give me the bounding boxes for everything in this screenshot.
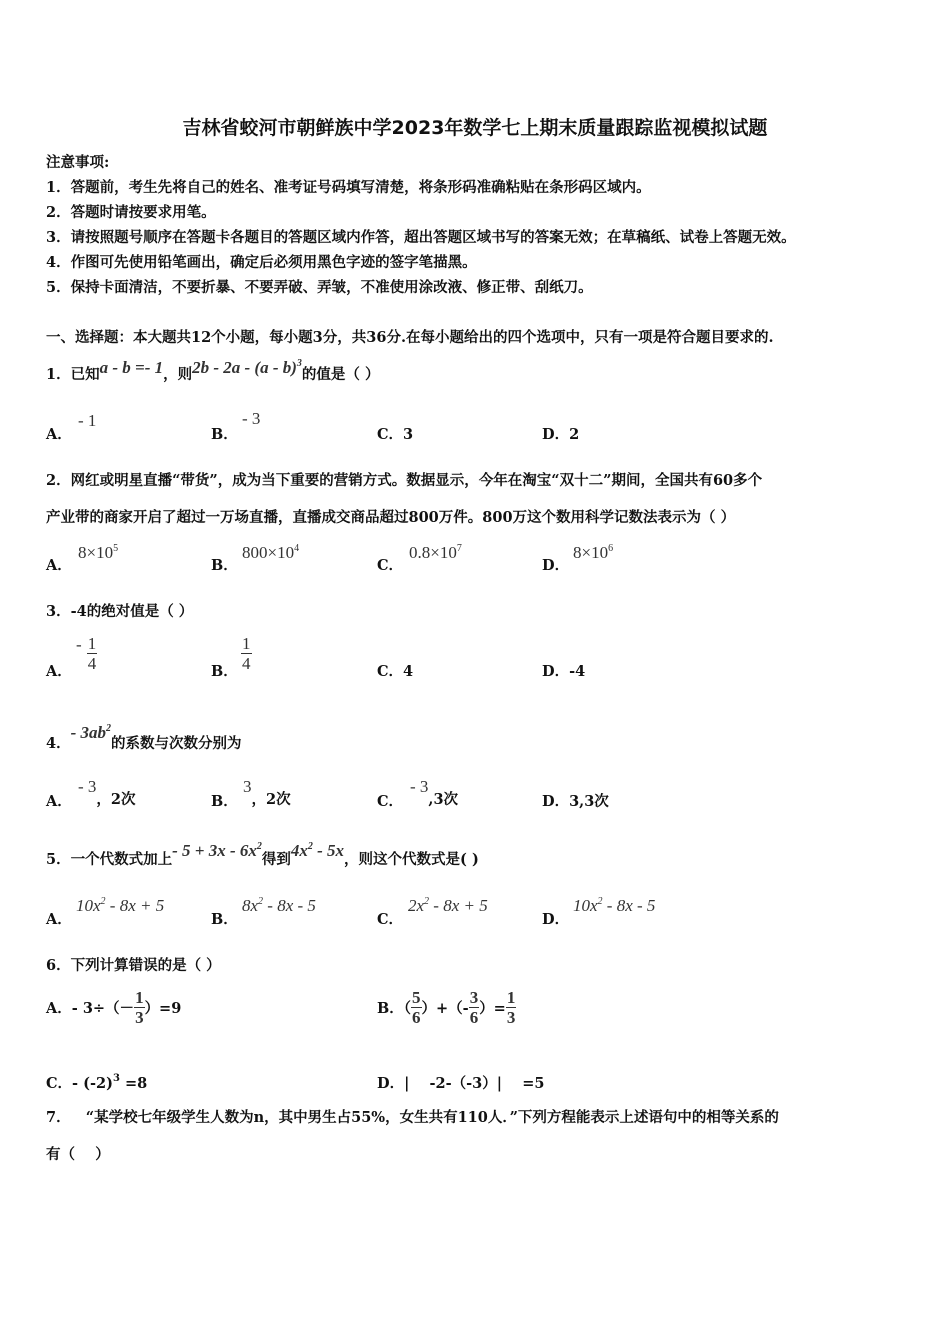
q1-mid: ，则 [163, 366, 193, 383]
q2-option-a-label: A． [46, 557, 72, 574]
fraction: $\frac{3}{6}$ [469, 988, 479, 1027]
q6-option-c: C．- $(-2)^3 =8$ [46, 1073, 148, 1092]
notice-item: 1．答题前，考生先将自己的姓名、准考证号码填写清楚，将条形码准确粘贴在条形码区域内。 [46, 179, 651, 196]
fraction: $\frac{1}{4}$ [87, 634, 97, 673]
notice-item: 2．答题时请按要求用笔。 [46, 204, 216, 221]
q5-option-b: $8x^2 - 8x - 5$ [242, 896, 316, 915]
q6-option-a: A．- 3÷（－ $\frac{1}{3}$ ）=9 [46, 988, 182, 1027]
q6-option-b: B．（ $\frac{5}{6}$ ）+（- $\frac{3}{6}$ ）= $\frac{1}{3}$ [377, 988, 516, 1027]
q1-expression: 2b - 2a - (a - b)$^3$ [192, 358, 302, 377]
q3-option-b [241, 634, 252, 673]
q5-option-c: $2x^2 - 8x + 5$ [408, 896, 488, 915]
q4-option-d: D．3,3次 [542, 793, 609, 810]
q3-option-a: - $\frac{1}{4}$ [76, 634, 97, 673]
q1-lead: 1．已知 [46, 366, 100, 383]
notice-item: 3．请按照题号顺序在答题卡各题目的答题区域内作答，超出答题区域书写的答案无效；在草稿纸、试卷上答题无效。 [46, 229, 796, 246]
q4-expression: - $3ab^2$ [70, 723, 112, 742]
q2-option-b-label: B． [211, 557, 238, 574]
q2-option-b: $800\times 10^4$ [242, 543, 300, 562]
q1-condition: a - b =- 1 [99, 358, 164, 377]
q2-line-1: 2．网红或明星直播“带货”，成为当下重要的营销方式。数据显示，今年在淘宝“双十二”期间，全国共有60多个 [46, 472, 763, 489]
q2-option-c: $0.8\times 10^7$ [409, 543, 462, 562]
q2-option-c-label: C． [377, 557, 404, 574]
q5-option-d: $10x^2 - 8x - 5$ [573, 896, 656, 915]
q1-option-d: D．2 [542, 426, 580, 443]
q2-option-a: $8\times 10^5$ [78, 543, 119, 562]
q6-stem: 6．下列计算错误的是（ ） [46, 957, 221, 974]
q4-option-a: - 3，2次 [78, 777, 136, 808]
notice-item: 4．作图可先使用铅笔画出，确定后必须用黑色字迹的签字笔描黑。 [46, 254, 477, 271]
fraction: $\frac{1}{4}$ [242, 634, 251, 673]
q6-option-d: D．| -2-（-3）| =5 [377, 1075, 545, 1092]
q2-option-d-label: D． [542, 557, 570, 574]
q5-option-c-label: C． [377, 911, 404, 928]
q4-option-a-label: A． [46, 793, 72, 810]
section-heading: 一、选择题：本大题共12个小题，每小题3分，共36分.在每小题给出的四个选项中，只有一项是符合题目要求的. [46, 329, 774, 346]
q1-tail: 的值是（ ） [301, 366, 380, 383]
q4-option-b-label: B． [211, 793, 238, 810]
q4-option-b: 3，2次 [243, 777, 291, 808]
q5-option-b-label: B． [211, 911, 238, 928]
q1-option-b: - 3 [242, 409, 261, 428]
q1-option-a-label: A． [46, 426, 72, 443]
fraction: $\frac{1}{3}$ [135, 988, 144, 1027]
question-5: 5．一个代数式加上- $5 + 3x - 6x^2$得到$4x^2 - 5x$，则这个代数式是( ) [46, 841, 479, 868]
question-1 [46, 358, 380, 384]
q1-option-c: C．3 [377, 426, 414, 443]
page-title: 吉林省蛟河市朝鲜族中学2023年数学七上期末质量跟踪监视模拟试题 [182, 117, 768, 139]
q1-option-a: - 1 [78, 411, 97, 430]
q3-option-a-label: A． [46, 663, 72, 680]
fraction: $\frac{5}{6}$ [412, 988, 421, 1027]
q7-line-2: 有（ ） [46, 1146, 110, 1163]
fraction: $\frac{1}{3}$ [506, 988, 516, 1027]
q5-expression-2: $4x^2 - 5x$ [290, 841, 345, 860]
q2-line-2: 产业带的商家开启了超过一万场直播，直播成交商品超过800万件。800万这个数用科学记数法表示为（ ） [46, 509, 736, 526]
q5-option-a-label: A． [46, 911, 72, 928]
q1-option-b-label: B． [211, 426, 238, 443]
notice-item: 5．保持卡面清洁，不要折暴、不要弄破、弄皱，不准使用涂改液、修正带、刮纸刀。 [46, 279, 593, 296]
q4-option-c: - 3,3次 [410, 777, 459, 808]
q2-option-d: $8\times 10^6$ [573, 543, 614, 562]
q5-expression-1: - $5 + 3x - 6x^2$ [172, 841, 262, 860]
notice-heading: 注意事项: [46, 154, 110, 171]
q7-line-1: 7． “某学校七年级学生人数为n，其中男生占55%，女生共有110人．”下列方程能表示上述语句中的相等关系的 [46, 1109, 779, 1126]
q3-option-c: C．4 [377, 663, 414, 680]
q3-option-d: D．-4 [542, 663, 586, 680]
q3-stem: 3．-4的绝对值是（ ） [46, 603, 194, 620]
q5-option-d-label: D． [542, 911, 570, 928]
q3-option-b-label: B． [211, 663, 238, 680]
q4-option-c-label: C． [377, 793, 404, 810]
question-4: 4．- $3ab^2$的系数与次数分别为 [46, 723, 242, 752]
q5-option-a: $10x^2 - 8x + 5$ [76, 896, 165, 915]
